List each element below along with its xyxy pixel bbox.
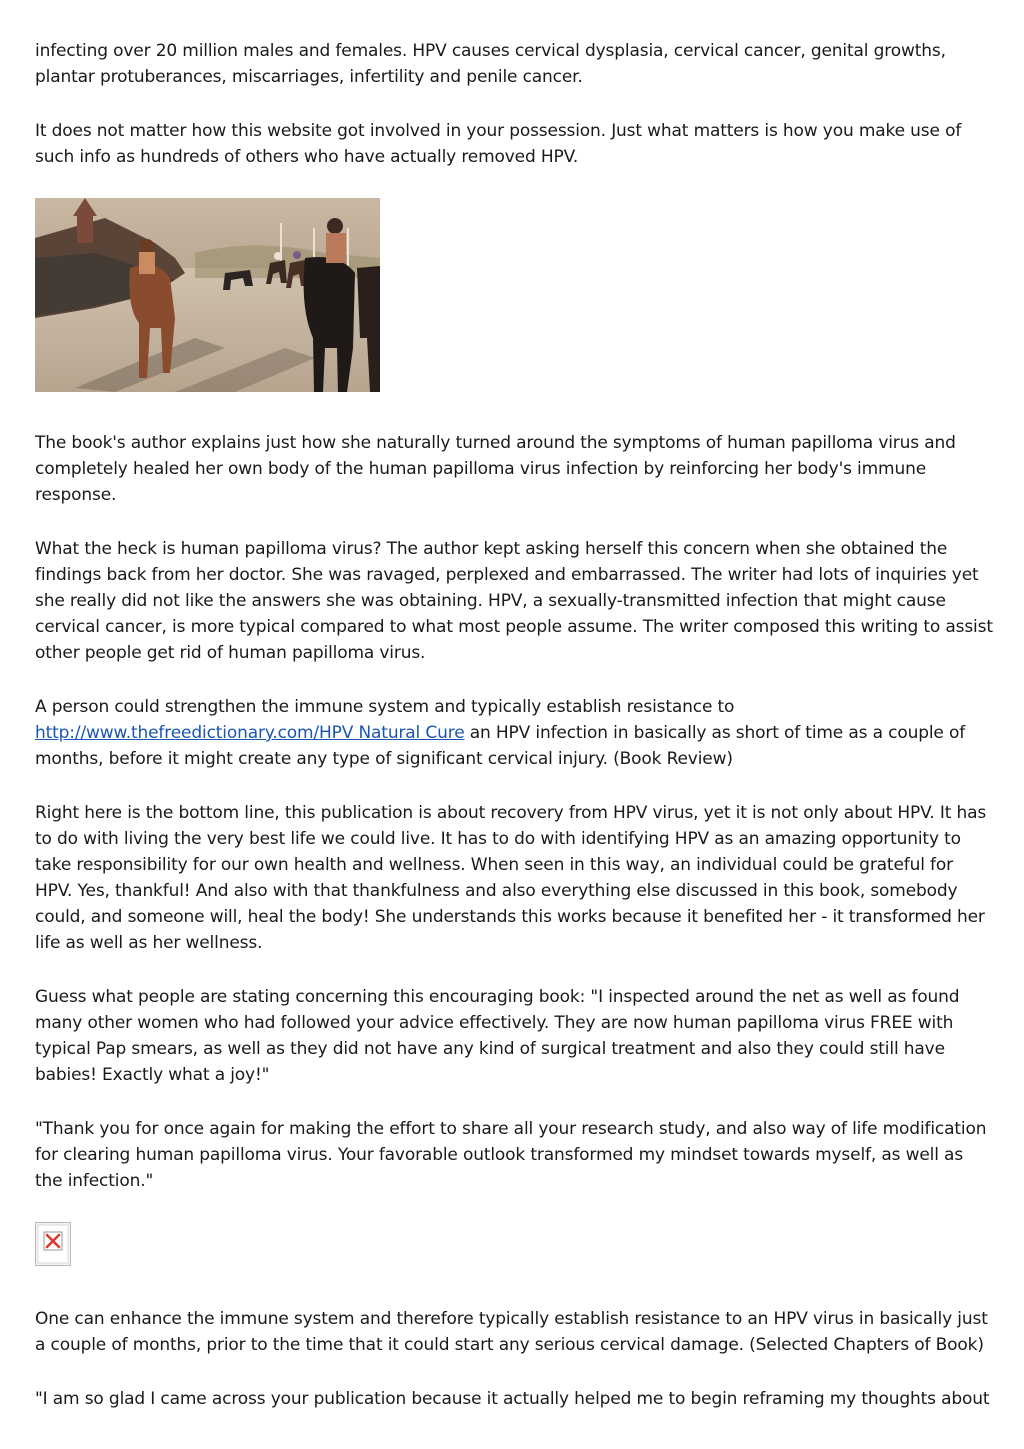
broken-image-icon bbox=[35, 1222, 71, 1266]
paragraph-text-after-link: an HPV infection in basically as short of time as a couple of months, before it might create any type of significant cervical injury. (Book Review) bbox=[35, 723, 966, 769]
hpv-natural-cure-link[interactable]: http://www.thefreedictionary.com/HPV Natural Cure bbox=[35, 723, 465, 743]
paragraph-testimonial-3: "I am so glad I came across your publication because it actually helped me to begin reframing my thoughts about bbox=[35, 1389, 990, 1409]
paragraph-bottom-line: Right here is the bottom line, this publication is about recovery from HPV virus, yet it is not only about HPV. It has to do with living the very best life we could live. It has to do with identifying HPV as an amazing opportunity to take responsibility for our own health and wellness. When seen in this way, an individual could be grateful for HPV. Yes, thankful! And also with that thankfulness and also everything else discussed in this book, somebody could, and someone will, heal the body! She understands this works because it benefited her - it transformed her life as well as her wellness. bbox=[35, 803, 987, 953]
paragraph-enhance-immune: One can enhance the immune system and therefore typically establish resistance to an HPV virus in basically just a couple of months, prior to the time that it could start any serious cervical damage. (Selected Chapters of Book) bbox=[35, 1309, 988, 1355]
article-body bbox=[35, 38, 995, 1440]
paragraph-testimonial-2: "Thank you for once again for making the effort to share all your research study, and also way of life modification for clearing human papilloma virus. Your favorable outlook transformed my mindset towards myself, as well as the infection." bbox=[35, 1119, 987, 1191]
paragraph-text-before-link: A person could strengthen the immune system and typically establish resistance to bbox=[35, 697, 735, 717]
paragraph-website-possession: It does not matter how this website got involved in your possession. Just what matters is how you make use of such info as hundreds of others who have actually removed HPV. bbox=[35, 121, 962, 167]
paragraph-author-explains: The book's author explains just how she naturally turned around the symptoms of human papilloma virus and completely healed her own body of the human papilloma virus infection by reinforcing her body's immune response. bbox=[35, 433, 956, 505]
paragraph-strengthen-immune bbox=[35, 694, 995, 772]
paragraph-what-is-hpv: What the heck is human papilloma virus? The author kept asking herself this concern when she obtained the findings back from her doctor. She was ravaged, perplexed and embarrassed. The writer had lots of inquiries yet she really did not like the answers she was obtaining. HPV, a sexually-transmitted infection that might cause cervical cancer, is more typical compared to what most people assume. The writer composed this writing to assist other people get rid of human papilloma virus. bbox=[35, 539, 993, 663]
paragraph-testimonial-1: Guess what people are stating concerning this encouraging book: "I inspected around the net as well as found many other women who had followed your advice effectively. They are now human papilloma virus FREE with typical Pap smears, as well as they did not have any kind of surgical treatment and also they could still have babies! Exactly what a joy!" bbox=[35, 987, 960, 1085]
racehorses-painting-image bbox=[35, 198, 380, 392]
paragraph-hpv-effects: infecting over 20 million males and females. HPV causes cervical dysplasia, cervical cancer, genital growths, plantar protuberances, miscarriages, infertility and penile cancer. bbox=[35, 41, 946, 87]
